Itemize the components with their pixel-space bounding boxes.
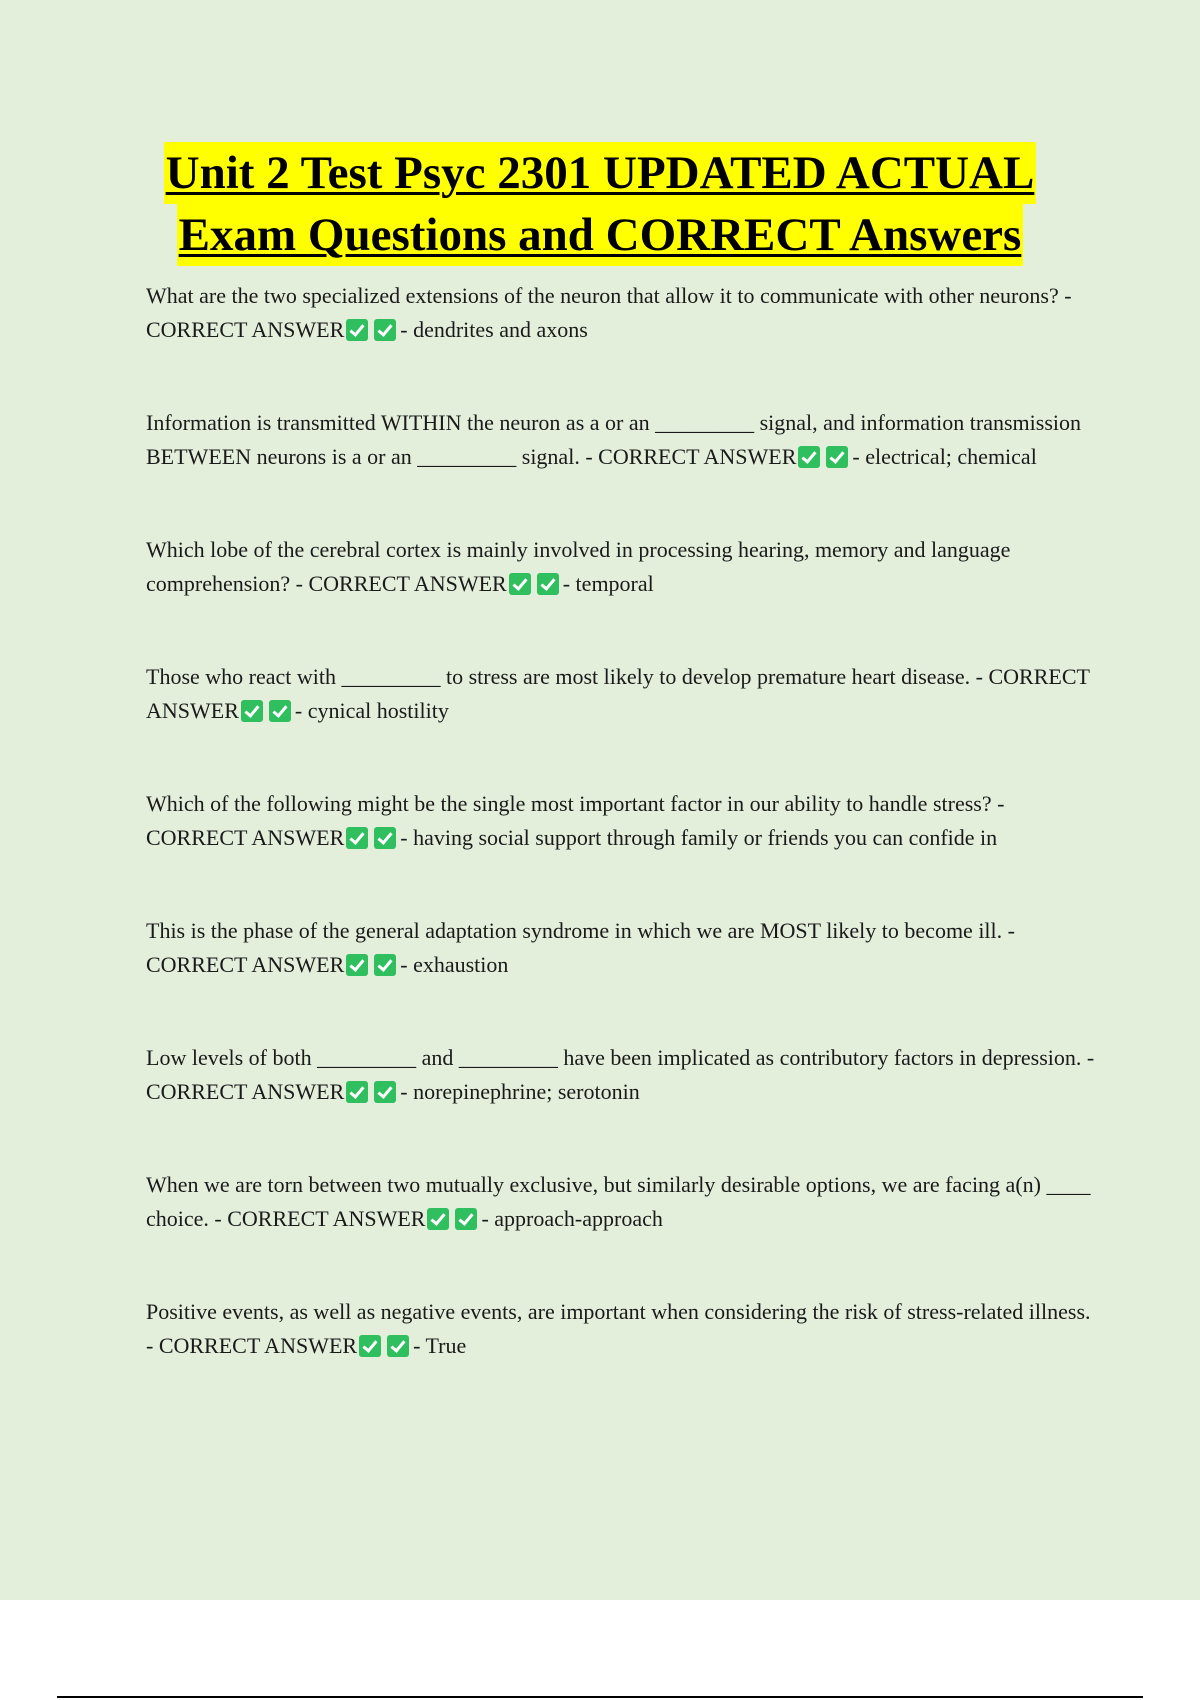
- answer-text: - exhaustion: [400, 952, 509, 977]
- answer-text: - approach-approach: [481, 1206, 663, 1231]
- check-mark-icon: [374, 1081, 396, 1103]
- document-title: [0, 142, 1200, 266]
- question-text: When we are torn between two mutually exclusive, but similarly desirable options, we are facing a(n) ____ choice.: [146, 1172, 1091, 1231]
- question-text: Information is transmitted WITHIN the neuron as a or an _________ signal, and information transmission BETWEEN neurons is a or an _________ signal.: [146, 410, 1082, 469]
- qa-item: [146, 660, 1096, 728]
- check-mark-icon: [374, 319, 396, 341]
- correct-answer-label: - CORRECT ANSWER: [146, 1045, 1095, 1104]
- question-text: Low levels of both _________ and _________ have been implicated as contributory factors in depression.: [146, 1045, 1082, 1070]
- question-text: Positive events, as well as negative events, are important when considering the risk of stress-related illness.: [146, 1299, 1091, 1324]
- correct-answer-label: - CORRECT ANSWER: [146, 791, 1005, 850]
- check-mark-icon: [346, 954, 368, 976]
- check-mark-icon: [359, 1335, 381, 1357]
- correct-answer-label: - CORRECT ANSWER: [146, 283, 1072, 342]
- check-mark-icon: [374, 827, 396, 849]
- answer-text: - True: [413, 1333, 467, 1358]
- answer-text: - dendrites and axons: [400, 317, 588, 342]
- question-text: Which of the following might be the single most important factor in our ability to handle stress?: [146, 791, 992, 816]
- check-mark-icon: [346, 319, 368, 341]
- question-answer-list: [146, 279, 1096, 1363]
- question-text: What are the two specialized extensions of the neuron that allow it to communicate with other neurons?: [146, 283, 1059, 308]
- check-mark-icon: [826, 446, 848, 468]
- check-mark-icon: [387, 1335, 409, 1357]
- correct-answer-label: - CORRECT ANSWER: [585, 444, 797, 469]
- qa-item: [146, 914, 1096, 982]
- footer-divider: [57, 1696, 1143, 1698]
- question-text: Which lobe of the cerebral cortex is mainly involved in processing hearing, memory and language comprehension?: [146, 537, 1011, 596]
- qa-item: [146, 1041, 1096, 1109]
- correct-answer-label: - CORRECT ANSWER: [214, 1206, 426, 1231]
- correct-answer-label: - CORRECT ANSWER: [146, 918, 1015, 977]
- correct-answer-label: - CORRECT ANSWER: [295, 571, 507, 596]
- qa-item: [146, 406, 1096, 474]
- check-mark-icon: [374, 954, 396, 976]
- question-text: This is the phase of the general adaptation syndrome in which we are MOST likely to become ill.: [146, 918, 1003, 943]
- check-mark-icon: [241, 700, 263, 722]
- check-mark-icon: [427, 1208, 449, 1230]
- check-mark-icon: [455, 1208, 477, 1230]
- qa-item: [146, 1168, 1096, 1236]
- check-mark-icon: [346, 1081, 368, 1103]
- check-mark-icon: [346, 827, 368, 849]
- question-text: Those who react with _________ to stress are most likely to develop premature heart disease.: [146, 664, 971, 689]
- qa-item: [146, 279, 1096, 347]
- check-mark-icon: [509, 573, 531, 595]
- title-line-1: Unit 2 Test Psyc 2301 UPDATED ACTUAL: [164, 142, 1037, 204]
- check-mark-icon: [537, 573, 559, 595]
- answer-text: - having social support through family or friends you can confide in: [400, 825, 998, 850]
- answer-text: - norepinephrine; serotonin: [400, 1079, 640, 1104]
- qa-item: [146, 787, 1096, 855]
- correct-answer-label: - CORRECT ANSWER: [146, 1333, 358, 1358]
- qa-item: [146, 1295, 1096, 1363]
- answer-text: - electrical; chemical: [852, 444, 1037, 469]
- correct-answer-label: - CORRECT ANSWER: [146, 664, 1090, 723]
- check-mark-icon: [798, 446, 820, 468]
- check-mark-icon: [269, 700, 291, 722]
- qa-item: [146, 533, 1096, 601]
- answer-text: - temporal: [562, 571, 654, 596]
- title-line-2: Exam Questions and CORRECT Answers: [177, 204, 1024, 266]
- answer-text: - cynical hostility: [294, 698, 449, 723]
